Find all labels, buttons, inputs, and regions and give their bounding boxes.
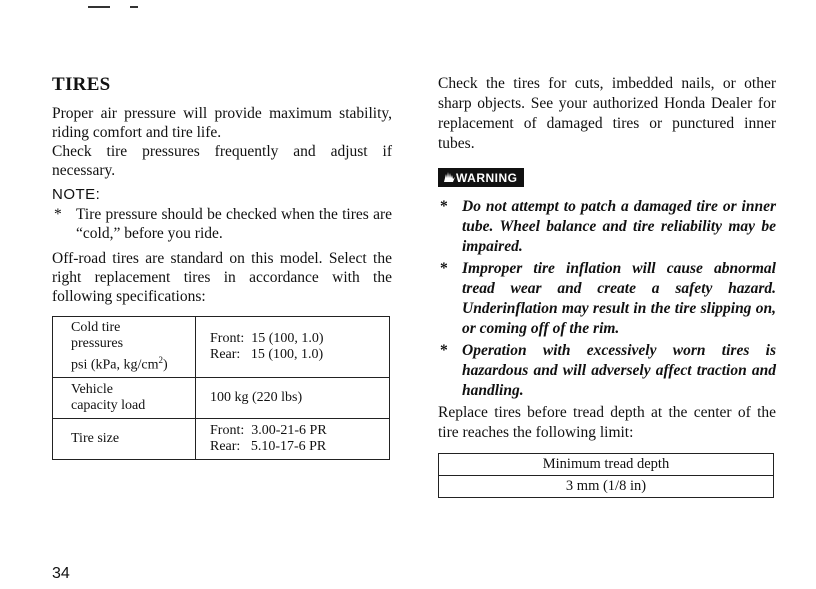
capacity-load-label: capacity load <box>71 397 146 413</box>
units-superscript: 2 <box>158 355 163 365</box>
page-number: 34 <box>52 565 70 582</box>
offroad-paragraph: Off-road tires are standard on this model. Select the right replacement tires in accordance with the following specifications: <box>52 250 392 305</box>
warning-item <box>438 341 776 401</box>
note-label: NOTE: <box>52 186 101 203</box>
units-close: ) <box>163 357 168 373</box>
bullet-star: * <box>440 198 448 215</box>
warning-text: Operation with excessively worn tires is hazardous and will adversely affect traction and handling. <box>462 342 776 399</box>
tread-depth-value: 3 mm (1/8 in) <box>439 476 774 498</box>
bullet-star: * <box>440 342 448 359</box>
table-cell-label <box>53 317 196 378</box>
units-text: psi (kPa, kg/cm <box>71 357 159 373</box>
inspect-tires-paragraph: Check the tires for cuts, imbedded nails, or other sharp objects. See your authorized Honda Dealer for replacement of damaged tires or punctured inner tubes. <box>438 75 776 152</box>
tread-depth-table <box>438 453 774 498</box>
tire-size-label: Tire size <box>53 418 196 459</box>
table-row <box>439 454 774 476</box>
table-cell-value <box>196 418 390 459</box>
right-column <box>438 74 776 498</box>
page-top-mark-mid <box>130 6 138 8</box>
pressures-label: pressures <box>71 336 124 351</box>
rear-tire-size: Rear: 5.10-17-6 PR <box>210 438 327 454</box>
capacity-load-value: 100 kg (220 lbs) <box>196 377 390 418</box>
front-pressure: Front: 15 (100, 1.0) <box>210 330 324 346</box>
note-bullet <box>52 205 392 243</box>
rear-pressure: Rear: 15 (100, 1.0) <box>210 346 324 362</box>
table-row <box>53 377 390 418</box>
units-label <box>71 352 189 374</box>
warning-item <box>438 259 776 339</box>
cold-tire-label: Cold tire <box>71 320 121 335</box>
table-row <box>53 418 390 459</box>
tread-depth-header: Minimum tread depth <box>439 454 774 476</box>
table-cell-value <box>196 317 390 378</box>
table-cell-label <box>53 377 196 418</box>
vehicle-label: Vehicle <box>71 381 113 397</box>
intro-paragraph: Proper air pressure will provide maximum stability, riding comfort and tire life. <box>52 105 392 141</box>
front-tire-size: Front: 3.00-21-6 PR <box>210 422 327 438</box>
section-heading: TIRES <box>52 74 111 95</box>
table-row <box>53 317 390 378</box>
note-bullet-text: Tire pressure should be checked when the tires are “cold,” before you ride. <box>76 206 392 242</box>
bullet-star: * <box>440 260 448 277</box>
warning-text: Improper tire inflation will cause abnormal tread wear and create a safety hazard. Underinflation may result in the tire slipping on, or coming off of the rim. <box>462 260 776 337</box>
warning-label: WARNING <box>456 171 518 185</box>
left-column <box>52 74 392 460</box>
tire-spec-table <box>52 316 390 460</box>
warning-text: Do not attempt to patch a damaged tire or inner tube. Wheel balance and tire reliability may be impaired. <box>462 198 776 255</box>
check-pressure-paragraph: Check tire pressures frequently and adjust if necessary. <box>52 143 392 179</box>
replace-tires-paragraph: Replace tires before tread depth at the center of the tire reaches the following limit: <box>438 404 776 441</box>
table-row <box>439 476 774 498</box>
warning-list <box>438 197 776 401</box>
warning-item <box>438 197 776 257</box>
warning-badge <box>438 168 524 187</box>
warning-hand-icon <box>443 171 456 183</box>
page-top-mark-left <box>88 6 110 8</box>
bullet-star: * <box>54 206 62 223</box>
